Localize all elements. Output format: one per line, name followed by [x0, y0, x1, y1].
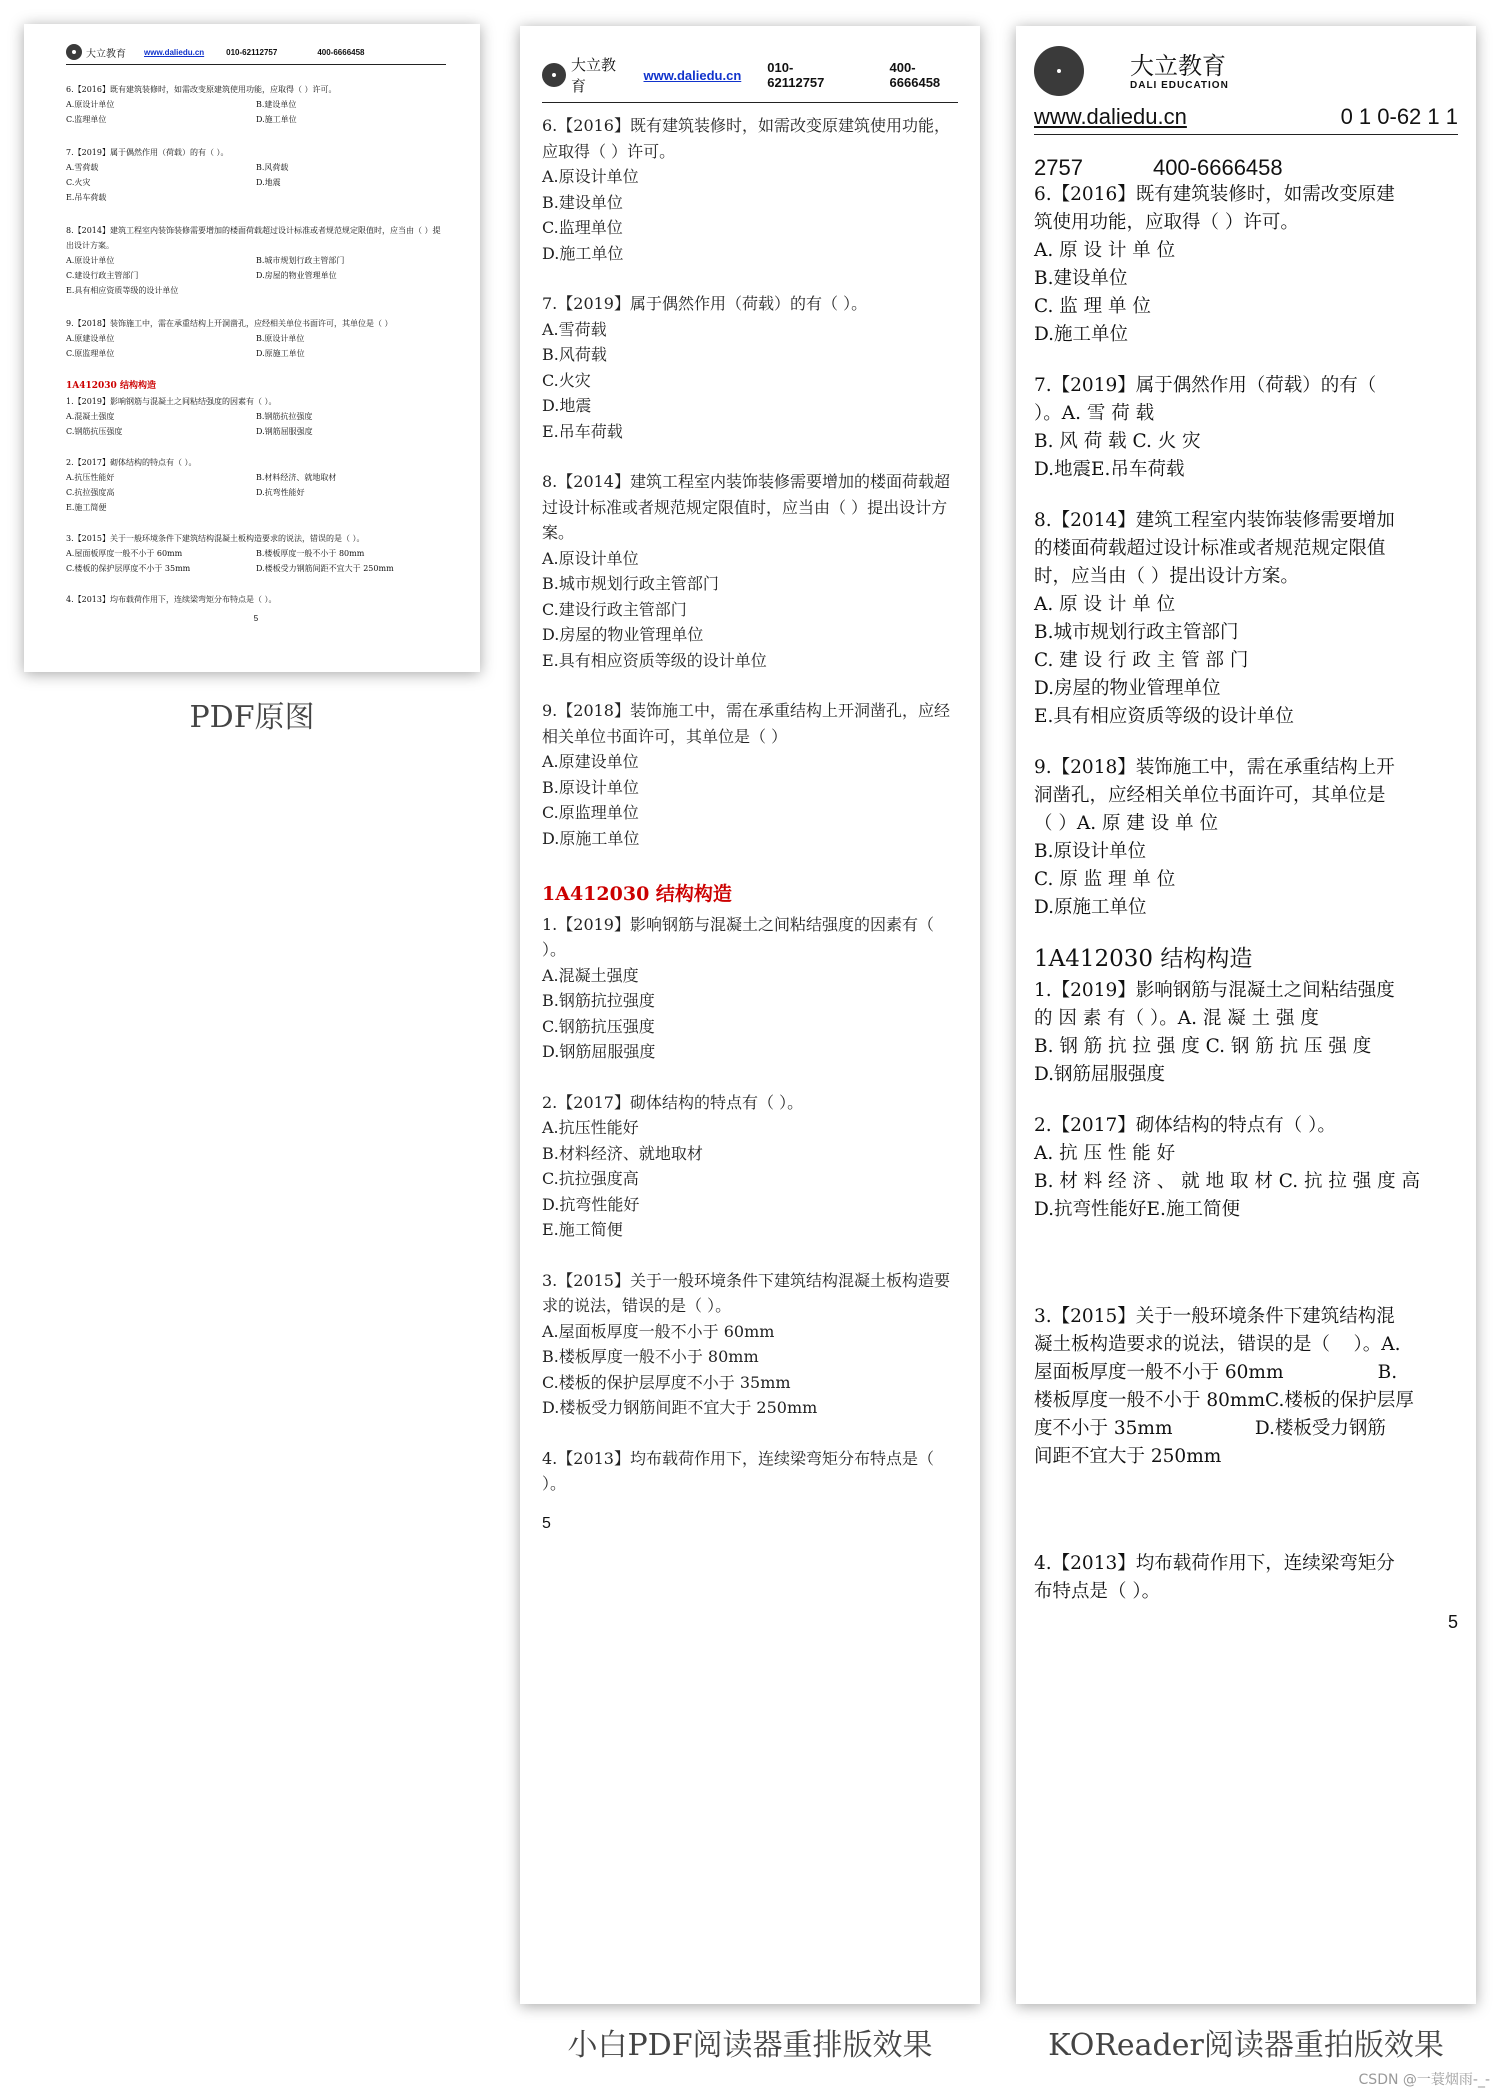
caption-xiaobai: 小白PDF阅读器重排版效果: [567, 2028, 933, 2063]
question-8: 8.【2014】建筑工程室内装饰装修需要增加的楼面荷载超过设计标准或者规范规定限值时，应当由（ ）提出设计方案。 A.原设计单位 B.城市规划行政主管部门 C.建设行政主管部门 D.房屋的物业管理单位 E.具有相应资质等级的设计单位: [542, 472, 950, 670]
header-phone2: 400-6666458: [317, 47, 365, 57]
question-6: 6.【2016】既有建筑装修时，如需改变原建 筑使用功能，应取得（ ）许可。 A. 原 设 计 单 位 B.建设单位 C. 监 理 单 位 D.施工单位: [1034, 184, 1395, 345]
header-phone1: 0 1 0-62 1 1: [1340, 104, 1458, 129]
question-b4: 4.【2013】均布载荷作用下，连续梁弯矩分布特点是（ ）。: [542, 1448, 934, 1493]
page-number: 5: [542, 1514, 551, 1532]
header-url[interactable]: www.daliedu.cn: [643, 67, 742, 83]
header-phone2: 400-6666458: [889, 60, 941, 90]
dali-emblem-icon: [542, 63, 566, 87]
question-b3: 3.【2015】关于一般环境条件下建筑结构混 凝土板构造要求的说法，错误的是（ ）。A. 屋面板厚度一般不小于 60mm B. 楼板厚度一般不小于 80mmC.楼板的保护层厚 度不小于 35mm D.楼板受力钢筋 间距不宜大于 250mm: [1034, 1306, 1414, 1467]
pdf-original-page: 大立教育 www.daliedu.cn 010-62112757 400-6666458 6.【2016】既有建筑装修时，如需改变原建筑使用功能，应取得（ ）许可。 A.原设计单位 B.建设单位 C.监理单位 D.施工单位 7.【2019】属于偶然作用（荷载）的有（ ）。 A.雪荷载 B.风荷载 C.火灾 D.地震 E.吊车荷载 8.【2014】建筑工程室内装饰装修需要增加的楼面荷载超过设计标准或者规范规定限值时，应当由（ ）提出设计方案。 A.原设计单位 B.城市规划行政主管部门 C.建设行政主管部门 D.房屋的物业管理单位 E.具有相应资质等级的设计单位 9.【2018】装饰施工中，需在承重结构上开洞凿孔，应经相关单位书面许可，其单位是（ ） A.原建设单位 B.原设计单位 C.原监理单位 D.原施工单位 1A412030 结构构造 1.【2019】影响钢筋与混凝土之间粘结强度的因素有（ ）。 A.混凝土强度 B.钢筋抗拉强度 C.钢筋抗压强度 D.钢筋屈服强度 2.【2017】砌体结构的特点有（ ）。 A.抗压性能好 B.材料经济、就地取材 C.抗拉强度高 D.抗弯性能好 E.施工简便 3.【2015】关于一般环境条件下建筑结构混凝土板构造要求的说法，错误的是（ ）。 A.屋面板厚度一般不小于 60mm B.楼板厚度一般不小于 80mm C.楼板的保护层厚度不小于 35mm D.楼板受力钢筋间距不宜大于 250mm 4.【2013】均布载荷作用下，连续梁弯矩分布特点是（ ）。 5: [24, 24, 480, 672]
section-title: 1A412030 结构构造: [542, 883, 732, 905]
koreader-reflow-page: 大立教育 DALI EDUCATION www.daliedu.cn 0 1 0-62 1 1 2757 400-6666458 6.【2016】既有建筑装修时，如需改变原建 筑使用功能，应取得（ ）许可。 A. 原 设 计 单 位 B.建设单位 C. 监 理 单 位 D.施工单位 7.【2019】属于偶然作用（荷载）的有（ ）。A. 雪 荷 载 B. 风 荷 载 C. 火 灾 D.地震E.吊车荷载 8.【2014】建筑工程室内装饰装修需要增加 的楼面荷载超过设计标准或者规范规定限值 时，应当由（ ）提出设计方案。 A. 原 设 计 单 位 B.城市规划行政主管部门 C. 建 设 行 政 主 管 部 门 D.房屋的物业管理单位 E.具有相应资质等级的设计单位 9.【2018】装饰施工中，需在承重结构上开 洞凿孔，应经相关单位书面许可，其单位是 （ ）A. 原 建 设 单 位 B.原设计单位 C. 原 监 理 单 位 D.原施工单位 1A412030 结构构造 1.【2019】影响钢筋与混凝土之间粘结强度 的 因 素 有（ ）。A. 混 凝 土 强 度 B. 钢 筋 抗 拉 强 度 C. 钢 筋 抗 压 强 度 D.钢筋屈服强度 2.【2017】砌体结构的特点有（ ）。 A. 抗 压 性 能 好 B. 材 料 经 济 、 就 地 取 材 C. 抗 拉 强 度 高 D.抗弯性能好E.施工简便 3.【2015】关于一般环境条件下建筑结构混 凝土板构造要求的说法，错误的是（ ）。A. 屋面板厚度一般不小于 60mm B. 楼板厚度一般不小于 80mmC.楼板的保护层厚 度不小于 35mm D.楼板受力钢筋 间距不宜大于 250mm 4.【2013】均布载荷作用下，连续梁弯矩分 布特点是（ ）。 5: [1016, 26, 1476, 2004]
question-9: 9.【2018】装饰施工中，需在承重结构上开 洞凿孔，应经相关单位书面许可，其单位是 （ ）A. 原 建 设 单 位 B.原设计单位 C. 原 监 理 单 位 D.原施工单位: [1034, 757, 1395, 918]
question-7: 7.【2019】属于偶然作用（荷载）的有（ ）。: [66, 148, 229, 157]
header-phone1: 010-62112757: [226, 47, 278, 57]
caption-koreader: KOReader阅读器重拍版效果: [1048, 2028, 1444, 2063]
section-title: 1A412030 结构构造: [1034, 946, 1253, 972]
question-9: 9.【2018】装饰施工中，需在承重结构上开洞凿孔，应经相关单位书面许可，其单位是（ ）: [66, 319, 393, 328]
question-8: 8.【2014】建筑工程室内装饰装修需要增加的楼面荷载超过设计标准或者规范规定限值时，应当由（ ）提出设计方案。: [66, 226, 441, 250]
question-8: 8.【2014】建筑工程室内装饰装修需要增加 的楼面荷载超过设计标准或者规范规定限值 时，应当由（ ）提出设计方案。 A. 原 设 计 单 位 B.城市规划行政主管部门 C. 建 设 行 政 主 管 部 门 D.房屋的物业管理单位 E.具有相应资质等级的设计单位: [1034, 510, 1395, 727]
question-b2: 2.【2017】砌体结构的特点有（ ）。 A. 抗 压 性 能 好 B. 材 料 经 济 、 就 地 取 材 C. 抗 拉 强 度 高 D.抗弯性能好E.施工简便: [1034, 1115, 1421, 1220]
dali-logo: 大立教育: [66, 44, 126, 60]
question-b2: 2.【2017】砌体结构的特点有（ ）。 A.抗压性能好 B.材料经济、就地取材 C.抗拉强度高 D.抗弯性能好 E.施工简便: [542, 1092, 804, 1239]
page-number: 5: [1447, 1612, 1458, 1632]
dali-logo: 大立教育 DALI EDUCATION: [1034, 46, 1458, 96]
section-title: 1A412030 结构构造: [66, 381, 156, 391]
page-number: 5: [253, 614, 259, 623]
header-url[interactable]: www.daliedu.cn: [1034, 104, 1187, 129]
question-b3: 3.【2015】关于一般环境条件下建筑结构混凝土板构造要求的说法，错误的是（ ）。 A.屋面板厚度一般不小于 60mm B.楼板厚度一般不小于 80mm C.楼板的保护层厚度不小于 35mm D.楼板受力钢筋间距不宜大于 250mm: [542, 1270, 950, 1417]
question-6: 6.【2016】既有建筑装修时，如需改变原建筑使用功能，应取得（ ）许可。 A.原设计单位 B.建设单位 C.监理单位 D.施工单位: [542, 116, 950, 263]
watermark: CSDN @一蓑烟雨-_-: [1358, 2072, 1490, 2088]
question-9: 9.【2018】装饰施工中，需在承重结构上开洞凿孔，应经相关单位书面许可，其单位是（ ） A.原建设单位 B.原设计单位 C.原监理单位 D.原施工单位: [542, 701, 950, 848]
question-b1: 1.【2019】影响钢筋与混凝土之间粘结强度 的 因 素 有（ ）。A. 混 凝 土 强 度 B. 钢 筋 抗 拉 强 度 C. 钢 筋 抗 压 强 度 D.钢筋屈服强度: [1034, 980, 1395, 1085]
header-phone1: 010-62112757: [767, 60, 825, 90]
caption-original: PDF原图: [189, 700, 315, 735]
dali-logo: 大立教育: [542, 54, 622, 96]
header-url[interactable]: www.daliedu.cn: [144, 47, 205, 57]
question-b4: 4.【2013】均布载荷作用下，连续梁弯矩分 布特点是（ ）。: [1034, 1553, 1395, 1602]
question-7: 7.【2019】属于偶然作用（荷载）的有（ ）。 A.雪荷载 B.风荷载 C.火灾 D.地震 E.吊车荷载: [542, 294, 868, 441]
question-6: 6.【2016】既有建筑装修时，如需改变原建筑使用功能，应取得（ ）许可。: [66, 85, 337, 94]
dali-emblem-icon: [1034, 46, 1084, 96]
xiaobai-reflow-page: [520, 26, 980, 2004]
question-b1: 1.【2019】影响钢筋与混凝土之间粘结强度的因素有（ ）。 A.混凝土强度 B.钢筋抗拉强度 C.钢筋抗压强度 D.钢筋屈服强度: [542, 914, 934, 1061]
dali-emblem-icon: [66, 44, 82, 60]
question-7: 7.【2019】属于偶然作用（荷载）的有（ ）。A. 雪 荷 载 B. 风 荷 载 C. 火 灾 D.地震E.吊车荷载: [1034, 375, 1377, 480]
